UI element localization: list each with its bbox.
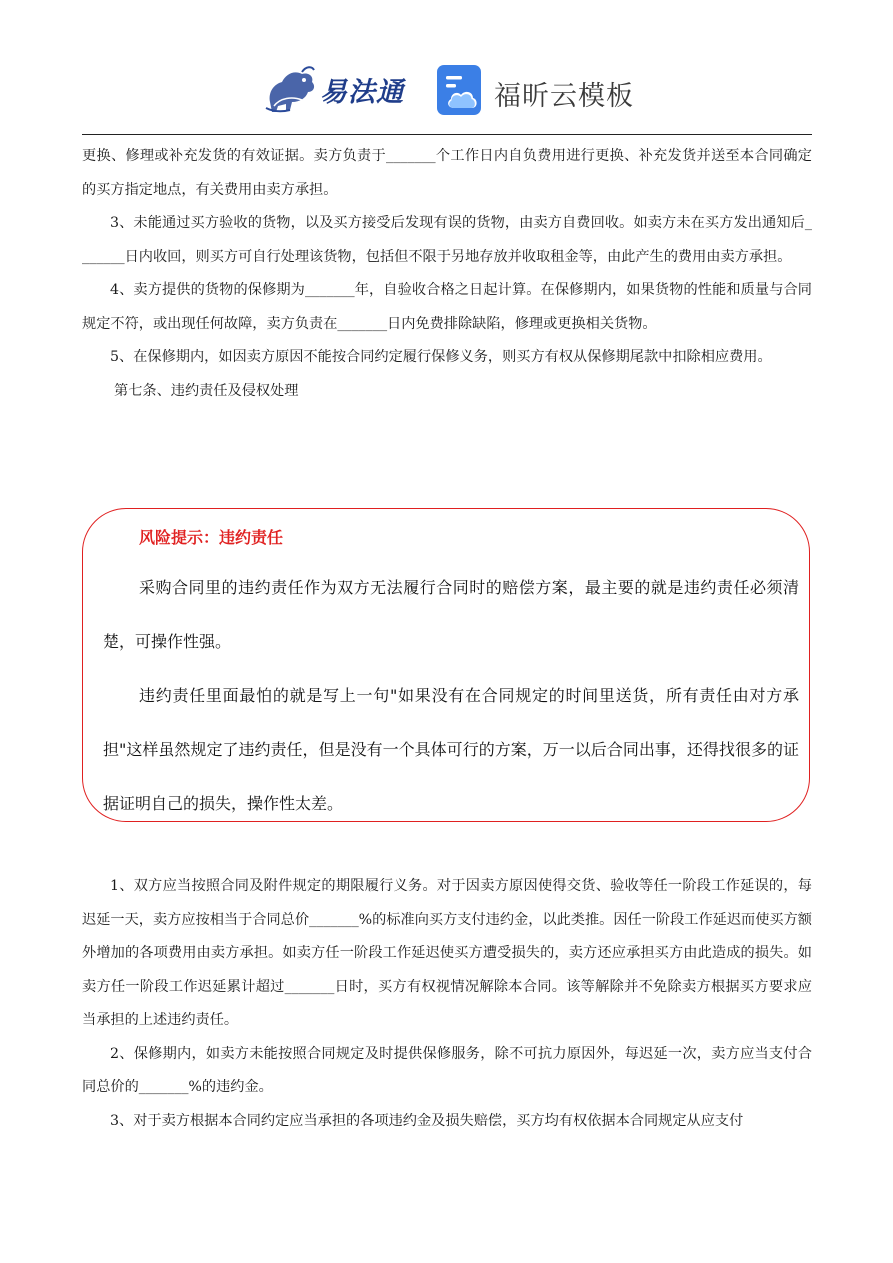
risk-tip-body (103, 561, 799, 831)
paragraph-continued: 更换、修理或补充发货的有效证据。卖方负责于_______个工作日内自负费用进行更换、补充发货并送至本合同确定的买方指定地点，有关费用由卖方承担。 (82, 148, 812, 198)
paragraph-clause-3: 3、未能通过买方验收的货物，以及买方接受后发现有误的货物，由卖方自费回收。如卖方未在买方发出通知后_______日内收回，则买方可自行处理该货物，包括但不限于另地存放并收取租金等，由此产生的费用由卖方承担。 (82, 215, 812, 265)
document-body-bottom (82, 870, 812, 1138)
fuxin-logo-text: 福昕云模板 (494, 81, 634, 112)
paragraph-breach-3: 3、对于卖方根据本合同约定应当承担的各项违约金及损失赔偿，买方均有权依据本合同规定从应支付 (110, 1112, 744, 1129)
qilin-mascot-icon (262, 62, 322, 116)
fuxin-cloud-logo (436, 64, 636, 118)
paragraph-clause-5: 5、在保修期内，如因卖方原因不能按合同约定履行保修义务，则买方有权从保修期尾款中扣除相应费用。 (110, 349, 772, 365)
paragraph-breach-1: 1、双方应当按照合同及附件规定的期限履行义务。对于因卖方原因使得交货、验收等任一阶段工作延误的，每迟延一天，卖方应按相当于合同总价_______%的标准向买方支付违约金，以此类推。因任一阶段工作延迟而使买方额外增加的各项费用由卖方承担。如卖方任一阶段工作延迟使买方遭受损失的，卖方还应承担买方由此造成的损失。如卖方任一阶段工作迟延累计超过_______日时，买方有权视情况解除本合同。该等解除并不免除卖方根据买方要求应当承担的上述违约责任。 (82, 878, 812, 1028)
yifatong-logo (262, 60, 412, 118)
yifatong-logo-text: 易法通 (320, 77, 404, 108)
risk-tip-paragraph: 采购合同里的违约责任作为双方无法履行合同时的赔偿方案，最主要的就是违约责任必须清楚，可操作性强。 (103, 578, 799, 651)
header-divider (82, 134, 812, 135)
fuxin-cloud-icon (436, 64, 486, 116)
article-7-heading: 第七条、违约责任及侵权处理 (114, 382, 299, 399)
document-body-top (82, 140, 812, 408)
page-header (0, 60, 893, 122)
risk-tip-paragraph: 违约责任里面最怕的就是写上一句"如果没有在合同规定的时间里送货，所有责任由对方承担"这样虽然规定了违约责任，但是没有一个具体可行的方案，万一以后合同出事，还得找很多的证据证明自己的损失，操作性太差。 (103, 686, 799, 813)
paragraph-clause-4: 4、卖方提供的货物的保修期为_______年，自验收合格之日起计算。在保修期内，如果货物的性能和质量与合同规定不符，或出现任何故障，卖方负责在_______日内免费排除缺陷，修理或更换相关货物。 (82, 282, 812, 332)
risk-tip-box (82, 508, 810, 822)
paragraph-breach-2: 2、保修期内，如卖方未能按照合同规定及时提供保修服务，除不可抗力原因外，每迟延一次，卖方应当支付合同总价的_______%的违约金。 (82, 1045, 812, 1095)
risk-tip-title: 风险提示：违约责任 (139, 528, 284, 547)
